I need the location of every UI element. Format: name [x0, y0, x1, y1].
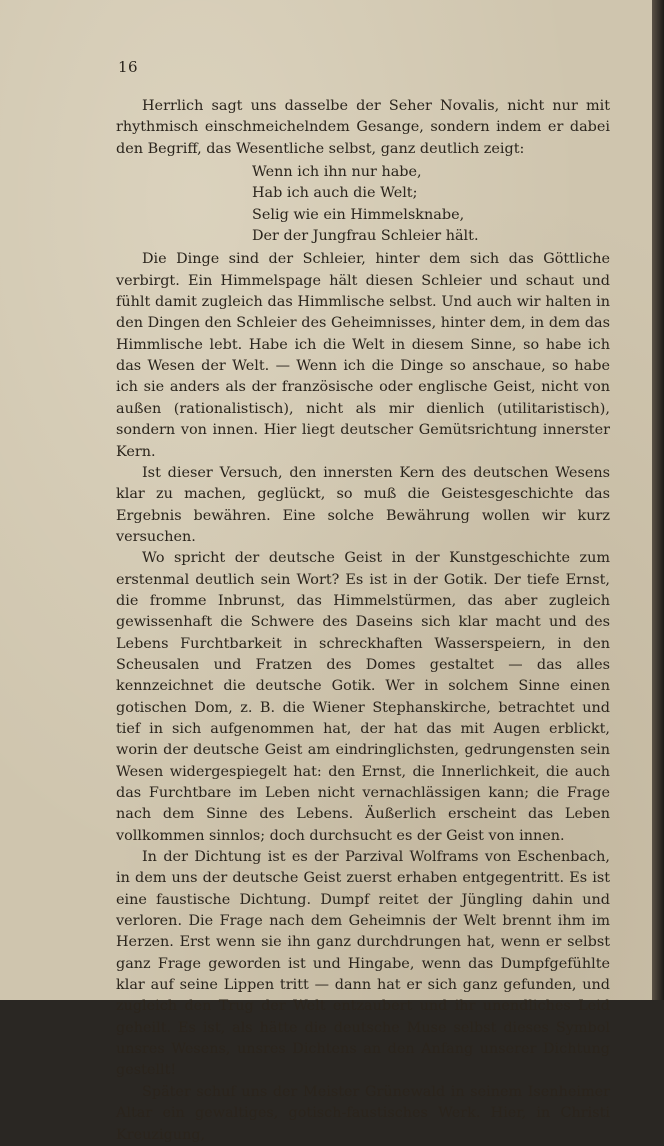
paragraph-gruenewald: Später schuf uns der Meister Grünewald in seinem Isenheimer Altar ein gewaltiges, gotisch-faustisches Werk. Hier, in Christi Kreuzigung,: [116, 1083, 610, 1143]
paragraph-gotik: Wo spricht der deutsche Geist in der Kunstgeschichte zum erstenmal deutlich sein Wort? Es ist in der Gotik. Der tiefe Ernst, die fromme Inbrunst, das Himmelstürmen, das aber zugleich gewissenhaft die Schwere des Daseins sich klar macht und des Lebens Furchtbarkeit in schreckhaften Wasserspeiern, in den Scheusalen und Fratzen des Domes gestaltet — das alles kennzeichnet die deutsche Gotik. Wer in solchem Sinne einen gotischen Dom, z. B. die Wiener Stephanskirche, betrachtet und tief in sich aufgenommen hat, der hat das mit Augen erblickt, worin der deutsche Geist am eindringlichsten, gedrungensten sein Wesen widergespiegelt hat: den Ernst, die Innerlichkeit, die auch das Furchtbare im Leben nicht vernachlässigen kann; die Frage nach dem Sinne des Lebens. Äußerlich erscheint das Leben vollkommen sinnlos; doch durchsucht es der Geist von innen.: [116, 550, 610, 844]
page-edge-shadow: [652, 0, 664, 1000]
poem-line: Selig wie ein Himmelsknabe,: [252, 206, 465, 223]
page-number: 16: [118, 58, 139, 76]
paragraph-schleier: Die Dinge sind der Schleier, hinter dem sich das Göttliche verbirgt. Ein Himmelspage hält diesen Schleier und schaut und fühlt damit zugleich das Himmlische selbst. Und auch wir halten in den Dingen den Schleier des Geheimnisses, hinter dem, in dem das Himmlische lebt. Habe ich die Welt in diesem Sinne, so habe ich das Wesen der Welt. — Wenn ich die Dinge so anschaue, so habe ich sie anders als der französische oder englische Geist, nicht von außen (rationalistisch), nicht als mir dienlich (utilitaristisch), sondern von innen. Hier liegt deutscher Gemütsrichtung innerster Kern.: [116, 251, 610, 460]
poem-line: Hab ich auch die Welt;: [252, 185, 418, 202]
paragraph-versuch: Ist dieser Versuch, den innersten Kern des deutschen Wesens klar zu machen, geglückt, so muß die Geistesgeschichte das Ergebnis bewähren. Eine solche Bewährung wollen wir kurz versuchen.: [116, 464, 610, 545]
paragraph-parzival: In der Dichtung ist es der Parzival Wolframs von Eschenbach, in dem uns der deutsche Geist zuerst erhaben entgegentritt. Es ist eine faustische Dichtung. Dumpf reitet der Jüngling dahin und verloren. Die Frage nach dem Geheimnis der Welt brennt ihm im Herzen. Erst wenn sie ihn ganz durchdrungen hat, wenn er selbst ganz Frage geworden ist und Hingabe, wenn das Dumpfgefühlte klar auf seine Lippen tritt — dann hat er sich ganz gefunden, und zugleich den Trug der Welt entzaubert und ihr unendliches Leid geheilt. Es ist, als hätte die deutsche Muse selbst dieses Symbol unsres Wesens, unsres Dichtens an den Anfang unserer Dichtung gestellt!: [116, 849, 610, 1079]
poem: [252, 162, 610, 247]
poem-line: Der der Jungfrau Schleier hält.: [252, 228, 479, 245]
poem-line: Wenn ich ihn nur habe,: [252, 164, 422, 181]
page-body: [116, 96, 610, 1146]
paragraph-novalis: Herrlich sagt uns dasselbe der Seher Novalis, nicht nur mit rhythmisch einschmeichelndem Gesange, sondern indem er dabei den Begriff, das Wesentliche selbst, ganz deutlich zeigt:: [116, 98, 610, 157]
